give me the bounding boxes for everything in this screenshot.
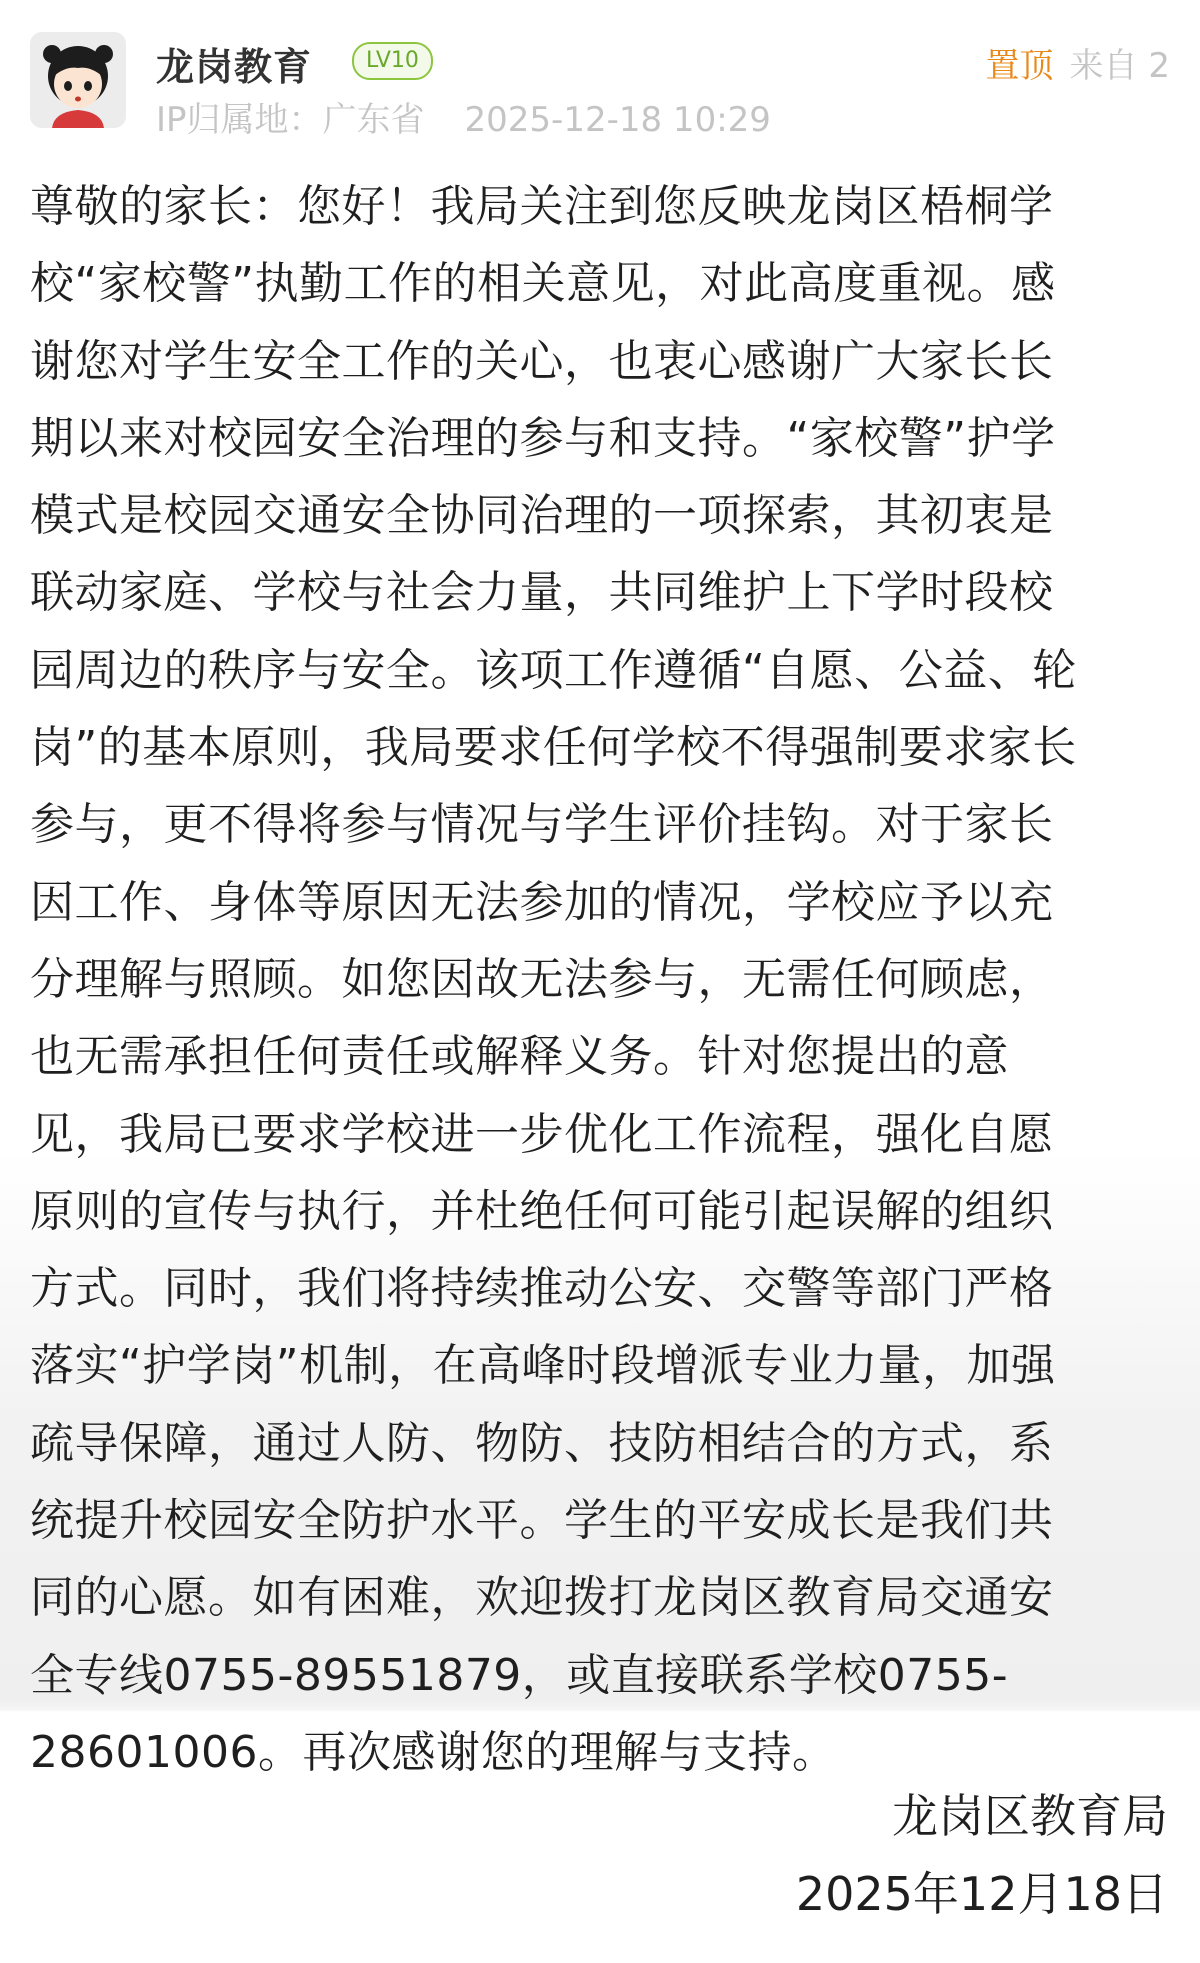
post-timestamp: 2025-12-18 10:29 bbox=[464, 100, 771, 140]
ip-location: IP归属地：广东省 bbox=[156, 100, 425, 140]
avatar[interactable] bbox=[30, 32, 126, 128]
body-line: 统提升校园安全防护水平。学生的平安成长是我们共 bbox=[30, 1495, 1054, 1547]
body-line: 校“家校警”执勤工作的相关意见，对此高度重视。感 bbox=[30, 258, 1056, 310]
pinned-label: 置顶 bbox=[985, 46, 1054, 86]
body-line: 落实“护学岗”机制，在高峰时段增派专业力量，加强 bbox=[30, 1340, 1056, 1392]
body-line: 分理解与照顾。如您因故无法参与，无需任何顾虑， bbox=[30, 953, 1054, 1005]
signature-organization: 龙岗区教育局 bbox=[892, 1789, 1168, 1843]
signature-date: 2025年12月18日 bbox=[795, 1867, 1168, 1921]
cartoon-girl-avatar-icon bbox=[30, 32, 126, 128]
post-header bbox=[0, 0, 1200, 140]
body-line: 方式。同时，我们将持续推动公安、交警等部门严格 bbox=[30, 1263, 1054, 1315]
body-line: 28601006。再次感谢您的理解与支持。 bbox=[30, 1726, 837, 1778]
body-line: 全专线0755-89551879，或直接联系学校0755- bbox=[30, 1649, 1009, 1701]
post-meta bbox=[156, 92, 771, 141]
level-badge: LV10 bbox=[352, 42, 433, 80]
post-header-right bbox=[986, 38, 1170, 87]
body-line: 期以来对校园安全治理的参与和支持。“家校警”护学 bbox=[30, 412, 1056, 464]
body-line: 同的心愿。如有困难，欢迎拨打龙岗区教育局交通安 bbox=[30, 1572, 1054, 1624]
body-line: 尊敬的家长：您好！我局关注到您反映龙岗区梧桐学 bbox=[30, 181, 1054, 232]
body-line: 岗”的基本原则，我局要求任何学校不得强制要求家长 bbox=[30, 722, 1077, 774]
body-line: 因工作、身体等原因无法参加的情况，学校应予以充 bbox=[30, 876, 1054, 928]
body-line: 模式是校园交通安全协同治理的一项探索，其初衷是 bbox=[30, 490, 1054, 542]
body-line: 疏导保障，通过人防、物防、技防相结合的方式，系 bbox=[30, 1417, 1054, 1469]
body-line: 谢您对学生安全工作的关心，也衷心感谢广大家长长 bbox=[30, 335, 1054, 387]
body-line: 原则的宣传与执行，并杜绝任何可能引起误解的组织 bbox=[30, 1185, 1054, 1237]
post-body bbox=[30, 168, 1170, 1791]
body-line: 也无需承担任何责任或解释义务。针对您提出的意 bbox=[30, 1031, 1009, 1083]
body-line: 联动家庭、学校与社会力量，共同维护上下学时段校 bbox=[30, 567, 1054, 619]
author-name[interactable]: 龙岗教育 bbox=[156, 45, 313, 89]
body-line: 园周边的秩序与安全。该项工作遵循“自愿、公益、轮 bbox=[30, 644, 1077, 696]
body-line: 见，我局已要求学校进一步优化工作流程，强化自愿 bbox=[30, 1108, 1054, 1160]
body-line: 参与，更不得将参与情况与学生评价挂钩。对于家长 bbox=[30, 799, 1054, 851]
source-label[interactable]: 来自 2 bbox=[1069, 46, 1170, 86]
